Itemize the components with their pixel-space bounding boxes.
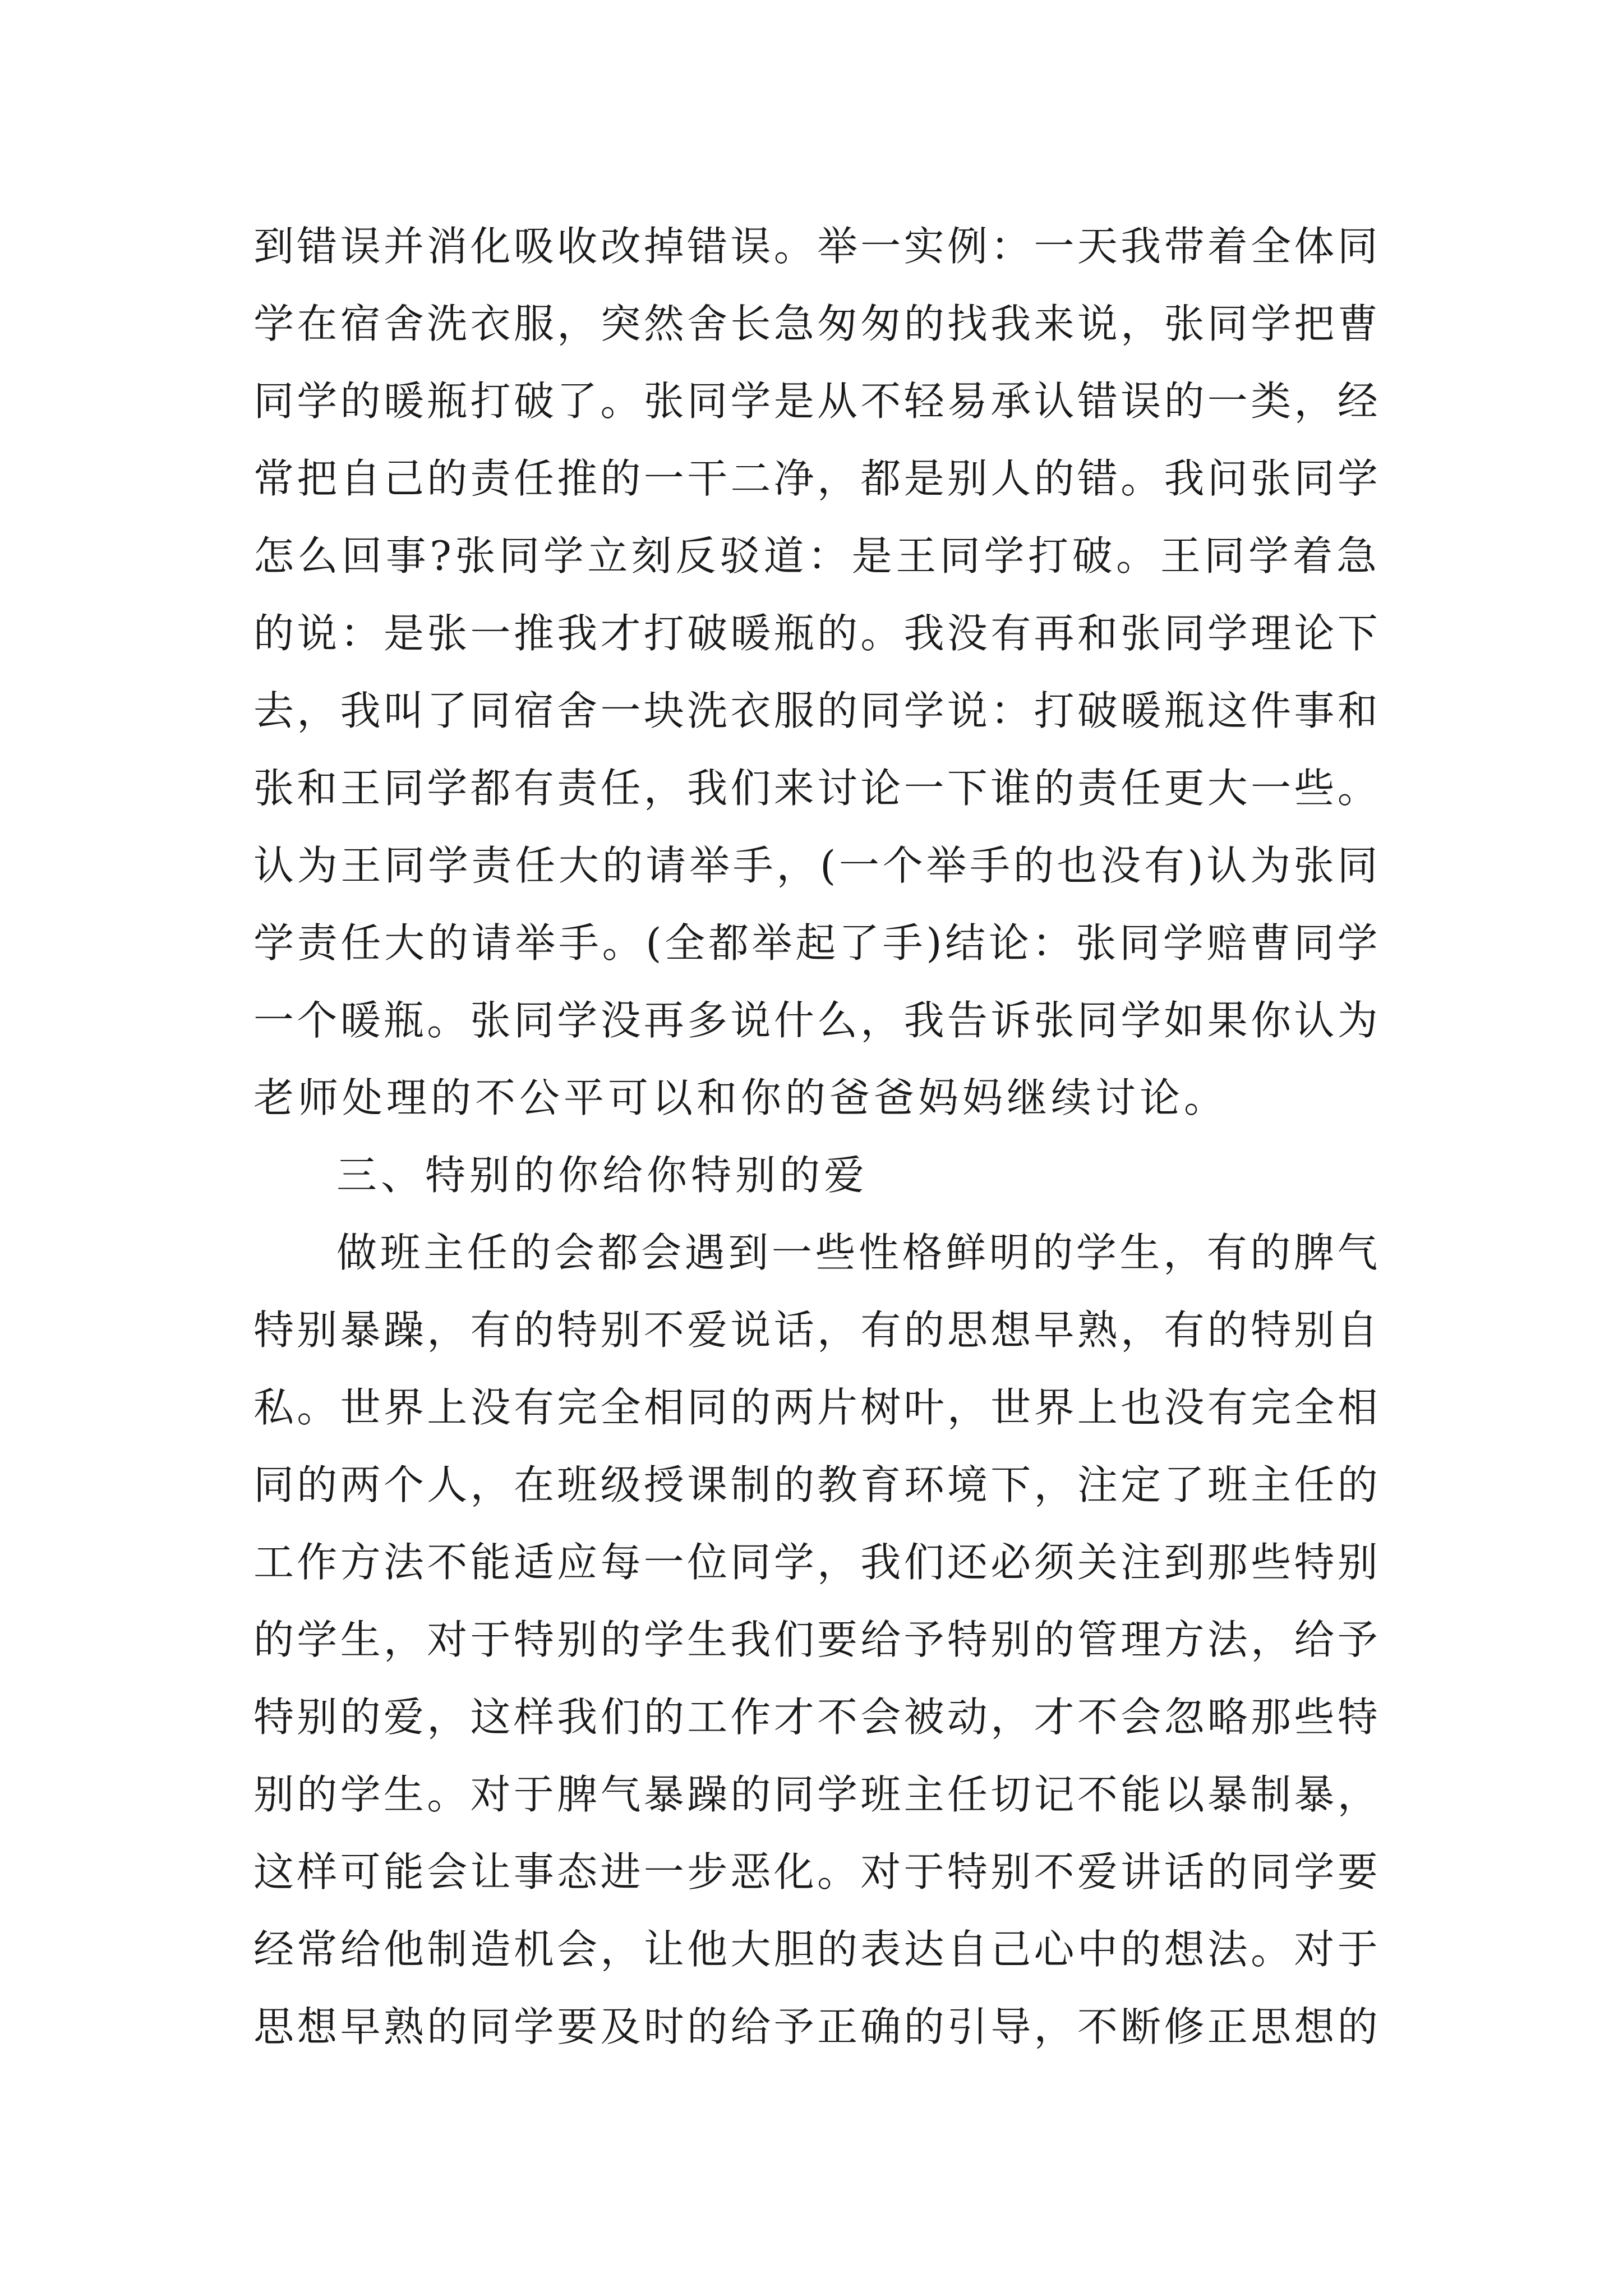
text-line: 私。世界上没有完全相同的两片树叶，世界上也没有完全相 xyxy=(253,1384,1381,1431)
text-line: 思想早熟的同学要及时的给予正确的引导，不断修正思想的 xyxy=(253,2003,1381,2050)
text-line: 的说：是张一推我才打破暖瓶的。我没有再和张同学理论下 xyxy=(253,610,1381,657)
text-line: 怎么回事?张同学立刻反驳道：是王同学打破。王同学着急 xyxy=(253,532,1381,579)
text-line: 三、特别的你给你特别的爱 xyxy=(336,1152,869,1199)
text-line: 学在宿舍洗衣服，突然舍长急匆匆的找我来说，张同学把曹 xyxy=(253,300,1381,347)
text-line: 一个暖瓶。张同学没再多说什么，我告诉张同学如果你认为 xyxy=(253,997,1381,1044)
text-line: 的学生，对于特别的学生我们要给予特别的管理方法，给予 xyxy=(253,1616,1381,1663)
text-line: 别的学生。对于脾气暴躁的同学班主任切记不能以暴制暴， xyxy=(253,1771,1381,1818)
text-line: 张和王同学都有责任，我们来讨论一下谁的责任更大一些。 xyxy=(253,765,1381,812)
text-line: 老师处理的不公平可以和你的爸爸妈妈继续讨论。 xyxy=(253,1074,1229,1121)
text-line: 特别的爱，这样我们的工作才不会被动，才不会忽略那些特 xyxy=(253,1694,1381,1741)
text-line: 到错误并消化吸收改掉错误。举一实例：一天我带着全体同 xyxy=(253,223,1381,270)
text-line: 常把自己的责任推的一干二净，都是别人的错。我问张同学 xyxy=(253,455,1381,502)
text-line: 经常给他制造机会，让他大胆的表达自己心中的想法。对于 xyxy=(253,1926,1381,1973)
body-text xyxy=(253,208,1381,2065)
text-line: 同的两个人，在班级授课制的教育环境下，注定了班主任的 xyxy=(253,1461,1381,1508)
text-line: 这样可能会让事态进一步恶化。对于特别不爱讲话的同学要 xyxy=(253,1848,1381,1895)
text-line: 去，我叫了同宿舍一块洗衣服的同学说：打破暖瓶这件事和 xyxy=(253,687,1381,734)
text-line: 特别暴躁，有的特别不爱说话，有的思想早熟，有的特别自 xyxy=(253,1306,1381,1354)
text-line: 认为王同学责任大的请举手，(一个举手的也没有)认为张同 xyxy=(253,842,1381,889)
text-line: 工作方法不能适应每一位同学，我们还必须关注到那些特别 xyxy=(253,1539,1381,1586)
text-line: 学责任大的请举手。(全都举起了手)结论：张同学赔曹同学 xyxy=(253,919,1381,967)
text-line: 做班主任的会都会遇到一些性格鲜明的学生，有的脾气 xyxy=(336,1229,1381,1276)
text-line: 同学的暖瓶打破了。张同学是从不轻易承认错误的一类，经 xyxy=(253,378,1381,425)
